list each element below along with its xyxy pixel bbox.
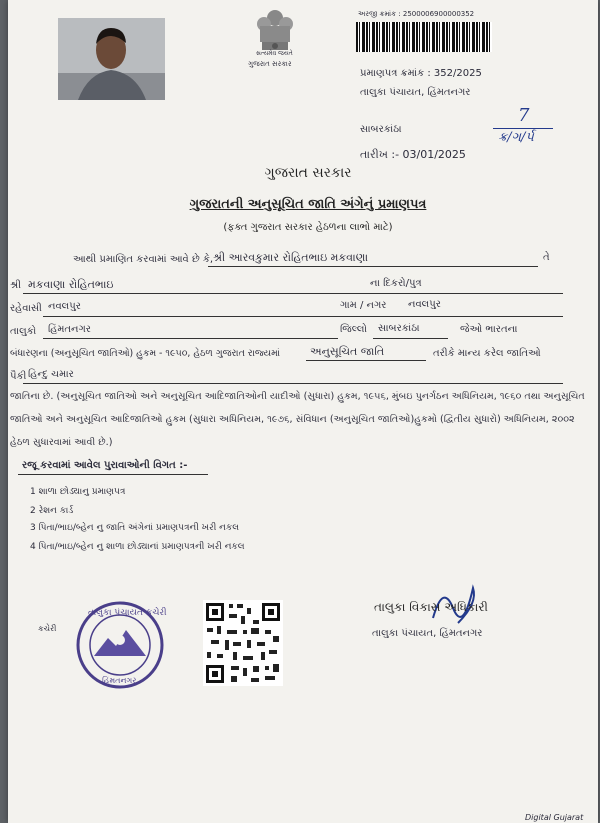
- recognized-label: તરીકે માન્ય કરેલ જાતિઓ: [433, 348, 541, 359]
- issuing-office: તાલુકા પંચાયત, હિંમતનગર: [360, 87, 471, 98]
- handwritten-code: ક્ર/ગ/ર્પ: [498, 130, 534, 145]
- village-value: નવલપુર: [408, 299, 441, 310]
- qr-code: [203, 600, 283, 686]
- handwritten-number: 7: [518, 105, 530, 126]
- district-name: સાબરકાંઠા: [360, 124, 402, 135]
- order-text: બંધારણના (અનુસૂચિત જાતિઓ) હુકમ - ૧૯૫૦, હેઠળ ગુજરાત રાજ્યમાં: [10, 348, 280, 359]
- emblem-caption-govt: ગુજરાત સરકાર: [248, 60, 292, 68]
- shri-label: શ્રી: [10, 280, 22, 291]
- document-item: 2 રેશન કાર્ડ: [30, 506, 74, 516]
- resident-label: રહેવાસી: [10, 303, 42, 314]
- document-item: 3 પિતા/ભાઇ/બ્હેન નુ જાતિ અંગેનાં પ્રમાણપત્રની ખરી નકલ: [30, 523, 240, 533]
- te-label: તે: [543, 252, 550, 263]
- applicant-name: શ્રી આરવકુમાર રોહિતભાઇ મકવાણા: [213, 251, 369, 264]
- footer-brand: Digital Gujarat: [525, 813, 584, 822]
- resident-value: નવલપુર: [48, 301, 81, 312]
- seal-side-text: કચેરી: [38, 624, 57, 633]
- seal-text: તાલુકા પંચાયત કચેરી: [88, 608, 167, 618]
- district-label: જિલ્લો: [340, 324, 367, 335]
- caste-category: અનુસૂચિત જાતિ: [310, 345, 385, 358]
- issue-date: તારીખ :- 03/01/2025: [360, 148, 466, 161]
- application-serial: અરજી ક્રમાંક : 2500006900000352: [358, 10, 475, 18]
- intro-text: આથી પ્રમાણિત કરવામાં આવે છે કે,: [73, 254, 214, 265]
- signatory-office: તાલુકા પંચાયત, હિંમતનગર: [372, 628, 483, 639]
- pethi-label: પૈકી: [10, 371, 27, 382]
- signatory-title: તાલુકા વિકાસ અધિકારી: [374, 600, 488, 614]
- certificate-number: પ્રમાણપત્ર ક્રમાંક : 352/2025: [360, 68, 482, 79]
- legal-paragraph: જાતિના છે. (અનુસૂચિત જાતિઓ અને અનુસૂચિત આદિજાતિઓની યાદીઓ (સુધારા) હુકમ, ૧૯૫૬, મુંબઇ પુનર્ગઠન અધિનિયમ, ૧૯૬૦ તથા અનુસૂચિત જાતિઓ અને અનુસૂચિત આદિજાતિઓ હુકમ (સુધારા અધિનિયમ, ૧૯૭૬, સંવિધાન (અનુસૂચિત જાતિઓ)હુકમો (દ્વિતીય સુધારો) અધિનિયમ, ૨૦૦૨ હેઠળ સુધારવામાં આવી છે.): [10, 391, 585, 448]
- documents-heading: રજૂ કરવામાં આવેલ પુરાવાઓની વિગત :-: [22, 460, 188, 471]
- emblem-caption: સત્યમેવ જયતે: [256, 50, 293, 57]
- barcode: [356, 22, 492, 52]
- document-item: 4 પિતા/ભાઇ/બ્હેન નુ શાળા છોડ્યાનાં પ્રમાણપત્રની ખરી નકલ: [30, 542, 245, 552]
- government-title: ગુજરાત સરકાર: [264, 165, 352, 181]
- certificate-subtitle: (ફક્ત ગુજરાત સરકાર હેઠળના લાભો માટે): [223, 222, 393, 233]
- india-label: જેઓ ભારતના: [460, 324, 518, 335]
- district-value: સાબરકાંઠા: [378, 323, 420, 334]
- certificate-page: [8, 0, 598, 823]
- taluka-label: તાલુકો: [10, 326, 37, 337]
- seal-place: હિંમતનગર: [102, 676, 137, 685]
- village-label: ગામ / નગર: [340, 300, 387, 311]
- applicant-photo: [58, 18, 165, 100]
- document-item: 1 શાળા છોડ્યાનુ પ્રમાણપત્ર: [30, 487, 126, 497]
- son-of-label: ના દિકરો/પુત્ર: [370, 278, 422, 289]
- certificate-title: ગુજરાતની અનુસૂચિત જાતિ અંગેનું પ્રમાણપત્ર: [189, 197, 427, 212]
- taluka-value: હિંમતનગર: [48, 324, 91, 335]
- caste-value: હિન્દુ ચમાર: [28, 369, 74, 380]
- father-name: મકવાણા રોહિતભાઇ: [28, 278, 114, 291]
